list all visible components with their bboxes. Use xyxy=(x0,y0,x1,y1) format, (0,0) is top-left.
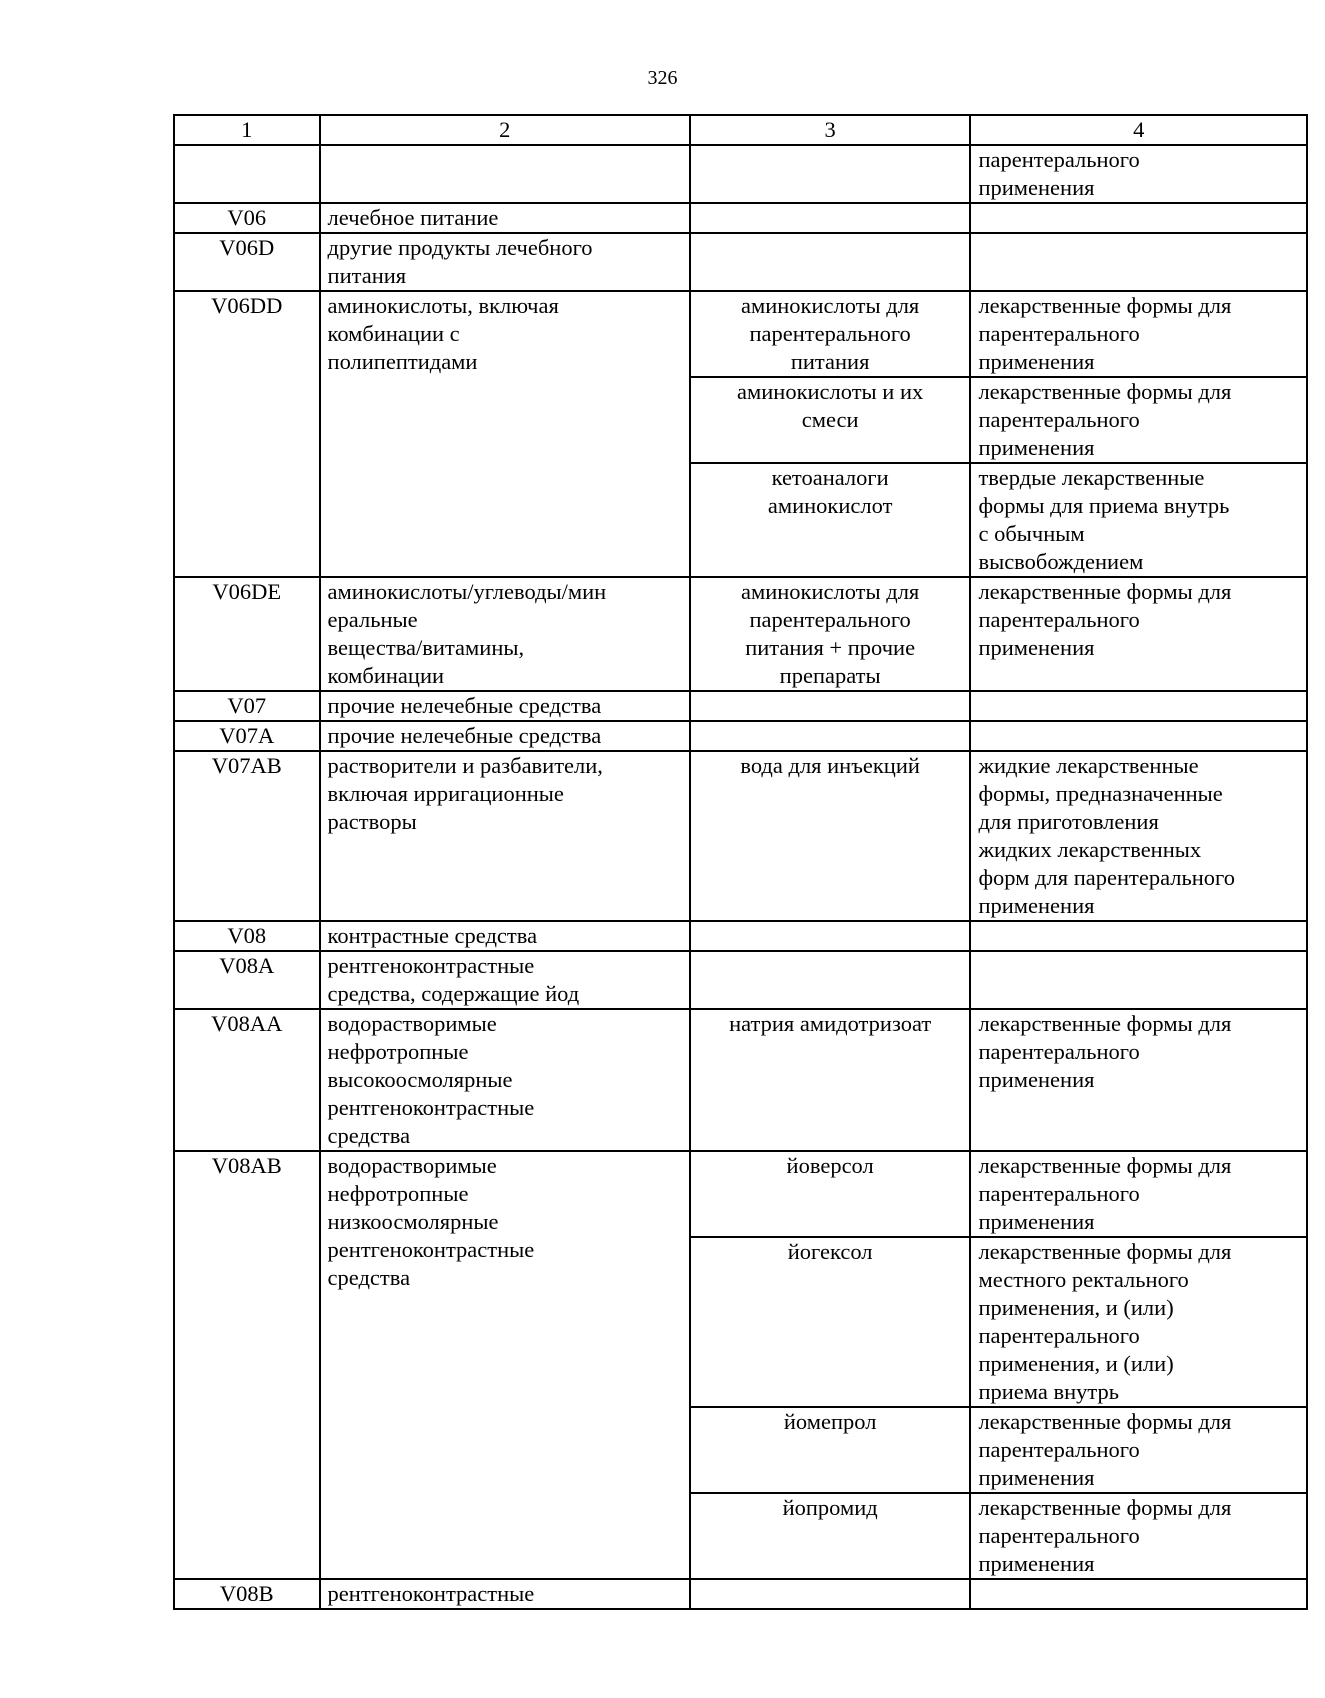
text-line: жидких лекарственных xyxy=(978,837,1202,862)
text-line: применения xyxy=(978,1067,1095,1092)
table-row xyxy=(174,145,1307,203)
group-name-cell xyxy=(320,233,690,291)
dosage-form-cell xyxy=(970,1009,1307,1151)
text-line: применения, и (или) xyxy=(978,1351,1174,1376)
text-line: другие продукты лечебного xyxy=(327,235,593,260)
text-line: применения xyxy=(978,349,1095,374)
atc-code-cell xyxy=(174,145,320,203)
text-line: приема внутрь xyxy=(978,1379,1120,1404)
text-line: аминокислоты для xyxy=(740,579,920,604)
text-line: высокоосмолярные xyxy=(327,1067,513,1092)
text-line: нефротропные xyxy=(327,1181,469,1206)
dosage-form-cell xyxy=(970,721,1307,751)
drug-classification-table xyxy=(173,114,1308,1610)
text-line: низкоосмолярные xyxy=(327,1209,499,1234)
text-line: рентгеноконтрастные xyxy=(327,1237,535,1262)
group-name-cell xyxy=(320,691,690,721)
drug-name-cell xyxy=(690,921,971,951)
text-line: лекарственные формы для xyxy=(978,1409,1232,1434)
group-name-cell xyxy=(320,145,690,203)
group-name-cell xyxy=(320,1151,690,1579)
atc-code-cell: V08B xyxy=(174,1579,320,1609)
text-line: лекарственные формы для xyxy=(978,1011,1232,1036)
drug-name-cell xyxy=(690,233,971,291)
text-line: жидкие лекарственные xyxy=(978,753,1199,778)
text-line: применения xyxy=(978,1209,1095,1234)
text-line: препараты xyxy=(779,663,881,688)
dosage-form-cell xyxy=(970,1579,1307,1609)
text-line: рентгеноконтрастные xyxy=(327,1095,535,1120)
table-header-row xyxy=(174,115,1307,145)
page-number: 326 xyxy=(647,67,678,89)
dosage-form-cell xyxy=(970,203,1307,233)
text-line: прочие нелечебные средства xyxy=(327,693,602,718)
text-line: парентерального xyxy=(978,1181,1140,1206)
dosage-form-cell xyxy=(970,951,1307,1009)
text-line: применения xyxy=(978,893,1095,918)
group-name-cell xyxy=(320,951,690,1009)
text-line: лечебное питание xyxy=(327,205,499,230)
text-line: применения xyxy=(978,635,1095,660)
text-line: йогексол xyxy=(787,1239,873,1264)
text-line: лекарственные формы для xyxy=(978,293,1232,318)
text-line: питания xyxy=(790,349,870,374)
text-line: парентерального xyxy=(978,321,1140,346)
text-line: парентерального xyxy=(978,1523,1140,1548)
table-row xyxy=(174,291,1307,377)
text-line: рентгеноконтрастные xyxy=(327,1581,535,1606)
dosage-form-cell xyxy=(970,291,1307,377)
group-name-cell xyxy=(320,291,690,577)
text-line: питания xyxy=(327,263,407,288)
atc-code-cell: V06DD xyxy=(174,291,320,577)
text-line: вещества/витамины, xyxy=(327,635,525,660)
dosage-form-cell xyxy=(970,1493,1307,1579)
drug-name-cell xyxy=(690,463,971,577)
drug-name-cell xyxy=(690,1009,971,1151)
table-row xyxy=(174,577,1307,691)
text-line: натрия амидотризоат xyxy=(729,1011,932,1036)
group-name-cell xyxy=(320,1009,690,1151)
table-row xyxy=(174,951,1307,1009)
header-cell: 3 xyxy=(690,115,971,145)
drug-name-cell xyxy=(690,951,971,1009)
text-line: вода для инъекций xyxy=(740,753,920,778)
group-name-cell xyxy=(320,751,690,921)
table-row xyxy=(174,1579,1307,1609)
text-line: лекарственные формы для xyxy=(978,1495,1232,1520)
dosage-form-cell xyxy=(970,1151,1307,1237)
dosage-form-cell xyxy=(970,577,1307,691)
text-line: форм для парентерального xyxy=(978,865,1235,890)
text-line: средства, содержащие йод xyxy=(327,981,580,1006)
text-line: применения xyxy=(978,1465,1095,1490)
table-row xyxy=(174,233,1307,291)
group-name-cell xyxy=(320,577,690,691)
text-line: парентерального xyxy=(978,407,1140,432)
text-line: контрастные средства xyxy=(327,923,538,948)
text-line: формы для приема внутрь xyxy=(978,493,1230,518)
text-line: парентерального xyxy=(978,607,1140,632)
text-line: применения xyxy=(978,175,1095,200)
atc-code-cell: V08 xyxy=(174,921,320,951)
atc-code-cell: V08AA xyxy=(174,1009,320,1151)
header-cell: 2 xyxy=(320,115,690,145)
text-line: полипептидами xyxy=(327,349,478,374)
text-line: местного ректального xyxy=(978,1267,1189,1292)
text-line: кетоаналоги xyxy=(771,465,889,490)
text-line: лекарственные формы для xyxy=(978,1239,1232,1264)
text-line: применения xyxy=(978,435,1095,460)
text-line: с обычным xyxy=(978,521,1085,546)
text-line: высвобождением xyxy=(978,549,1144,574)
text-line: водорастворимые xyxy=(327,1153,497,1178)
dosage-form-cell xyxy=(970,145,1307,203)
dosage-form-cell xyxy=(970,377,1307,463)
atc-code-cell: V06 xyxy=(174,203,320,233)
text-line: питания + прочие xyxy=(745,635,916,660)
text-line: парентерального xyxy=(749,321,911,346)
text-line: аминокислоты для xyxy=(740,293,920,318)
dosage-form-cell xyxy=(970,1407,1307,1493)
table-row xyxy=(174,751,1307,921)
text-line: водорастворимые xyxy=(327,1011,497,1036)
text-line: йоверсол xyxy=(786,1153,874,1178)
text-line: для приготовления xyxy=(978,809,1159,834)
atc-code-cell: V08A xyxy=(174,951,320,1009)
text-line: парентерального xyxy=(749,607,911,632)
text-line: средства xyxy=(327,1123,411,1148)
text-line: твердые лекарственные xyxy=(978,465,1205,490)
drug-name-cell xyxy=(690,291,971,377)
text-line: еральные xyxy=(327,607,418,632)
group-name-cell xyxy=(320,921,690,951)
dosage-form-cell xyxy=(970,463,1307,577)
text-line: парентерального xyxy=(978,147,1140,172)
text-line: формы, предназначенные xyxy=(978,781,1223,806)
drug-name-cell xyxy=(690,1407,971,1493)
atc-code-cell: V07 xyxy=(174,691,320,721)
drug-name-cell xyxy=(690,1237,971,1407)
table-row xyxy=(174,1009,1307,1151)
group-name-cell xyxy=(320,1579,690,1609)
text-line: парентерального xyxy=(978,1039,1140,1064)
dosage-form-cell xyxy=(970,233,1307,291)
text-line: аминокислоты, включая xyxy=(327,293,559,318)
drug-name-cell xyxy=(690,1579,971,1609)
text-line: парентерального xyxy=(978,1323,1140,1348)
text-line: лекарственные формы для xyxy=(978,379,1232,404)
text-line: включая ирригационные xyxy=(327,781,564,806)
text-line: аминокислот xyxy=(767,493,893,518)
group-name-cell xyxy=(320,203,690,233)
text-line: растворители и разбавители, xyxy=(327,753,603,778)
atc-code-cell: V06D xyxy=(174,233,320,291)
drug-name-cell xyxy=(690,377,971,463)
table-row xyxy=(174,721,1307,751)
atc-code-cell: V06DE xyxy=(174,577,320,691)
drug-name-cell xyxy=(690,1493,971,1579)
text-line: прочие нелечебные средства xyxy=(327,723,602,748)
drug-name-cell xyxy=(690,577,971,691)
dosage-form-cell xyxy=(970,691,1307,721)
header-cell: 1 xyxy=(174,115,320,145)
drug-name-cell xyxy=(690,721,971,751)
text-line: лекарственные формы для xyxy=(978,579,1232,604)
drug-name-cell xyxy=(690,203,971,233)
dosage-form-cell xyxy=(970,751,1307,921)
table-row xyxy=(174,691,1307,721)
text-line: растворы xyxy=(327,809,417,834)
drug-name-cell xyxy=(690,145,971,203)
text-line: применения, и (или) xyxy=(978,1295,1174,1320)
drug-name-cell xyxy=(690,691,971,721)
text-line: рентгеноконтрастные xyxy=(327,953,535,978)
text-line: смеси xyxy=(801,407,859,432)
text-line: йомепрол xyxy=(783,1409,877,1434)
text-line: комбинации с xyxy=(327,321,460,346)
text-line: применения xyxy=(978,1551,1095,1576)
atc-code-cell: V08AB xyxy=(174,1151,320,1579)
group-name-cell xyxy=(320,721,690,751)
dosage-form-cell xyxy=(970,921,1307,951)
table-row xyxy=(174,203,1307,233)
dosage-form-cell xyxy=(970,1237,1307,1407)
atc-code-cell: V07A xyxy=(174,721,320,751)
table-row xyxy=(174,1151,1307,1237)
table-row xyxy=(174,921,1307,951)
text-line: нефротропные xyxy=(327,1039,469,1064)
text-line: йопромид xyxy=(782,1495,878,1520)
text-line: аминокислоты и их xyxy=(737,379,924,404)
text-line: парентерального xyxy=(978,1437,1140,1462)
drug-name-cell xyxy=(690,1151,971,1237)
atc-code-cell: V07AB xyxy=(174,751,320,921)
header-cell: 4 xyxy=(970,115,1307,145)
drug-name-cell xyxy=(690,751,971,921)
text-line: аминокислоты/углеводы/мин xyxy=(327,579,607,604)
text-line: лекарственные формы для xyxy=(978,1153,1232,1178)
text-line: средства xyxy=(327,1265,411,1290)
text-line: комбинации xyxy=(327,663,445,688)
